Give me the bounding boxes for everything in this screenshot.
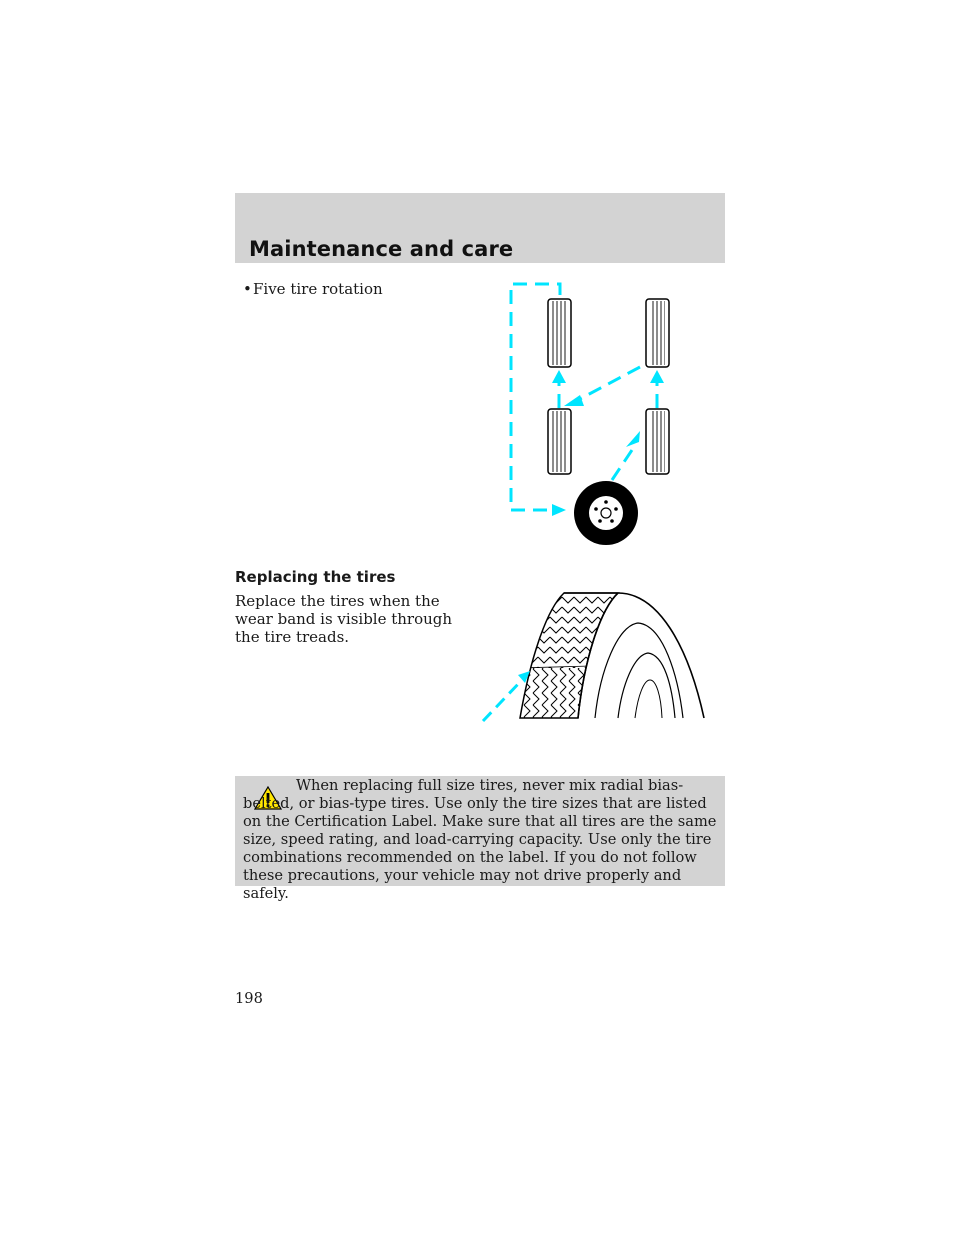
warning-callout [235,776,725,902]
header-band [235,193,725,263]
replacing-tires-heading: Replacing the tires [235,568,396,586]
page-section-title: Maintenance and care [249,237,514,261]
spare-tire-icon [574,481,638,545]
replacing-tires-body: Replace the tires when the wear band is visible through the tire treads. [235,592,453,646]
tire-rotation-diagram [500,275,680,550]
rotation-label: Five tire rotation [253,280,383,298]
rear-left-tire [548,409,571,474]
page-number: 198 [235,990,263,1007]
bullet-icon: • [243,280,252,298]
front-left-tire [548,299,571,367]
rear-right-tire [646,409,669,474]
warning-text: When replacing full size tires, never mix radial bias-belted, or bias-type tires. Use only the tire sizes that are listed on the Certification Label. Make sure that all tires are the same size, speed rating, and load-carrying capacity. Use only the tire combinations recommended on the label. If you do not follow these precautions, your vehicle may not drive properly and safely. [243,777,717,902]
tread-wear-diagram [478,585,718,725]
rotation-bullet-item [243,280,383,298]
front-right-tire [646,299,669,367]
